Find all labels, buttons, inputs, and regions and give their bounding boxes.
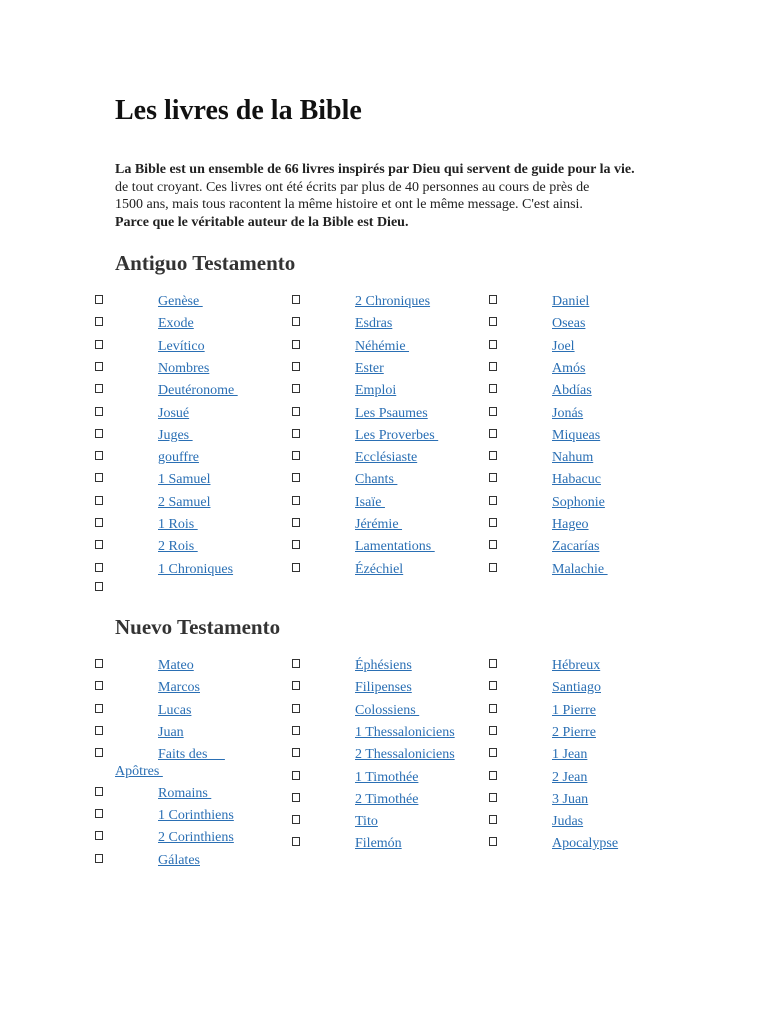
book-list-item — [292, 790, 487, 810]
checkbox-icon — [95, 809, 103, 818]
checkbox-icon — [292, 748, 300, 757]
book-link-deuteronome[interactable]: Deutéronome — [158, 383, 238, 398]
book-link-juan[interactable]: Juan — [158, 725, 184, 740]
checkbox-icon — [95, 704, 103, 713]
checkbox-icon — [292, 726, 300, 735]
book-list-item — [489, 834, 684, 854]
book-link-zacarias[interactable]: Zacarías — [552, 539, 600, 554]
book-list-item — [292, 359, 487, 379]
book-list-item — [489, 493, 684, 513]
book-list-item — [95, 359, 290, 379]
book-link-hageo[interactable]: Hageo — [552, 517, 589, 532]
book-list-item — [95, 537, 290, 557]
checkbox-icon — [95, 831, 103, 840]
book-link-lucas[interactable]: Lucas — [158, 703, 192, 718]
checkbox-icon — [292, 496, 300, 505]
book-link-les-psaumes[interactable]: Les Psaumes — [355, 406, 428, 421]
checkbox-icon — [95, 681, 103, 690]
book-list-item — [292, 493, 487, 513]
checkbox-icon — [489, 496, 497, 505]
checkbox-icon — [292, 384, 300, 393]
book-link-filipenses[interactable]: Filipenses — [355, 680, 412, 695]
book-link-colossiens[interactable]: Colossiens — [355, 703, 420, 718]
book-link-santiago[interactable]: Santiago — [552, 680, 601, 695]
empty-checkbox-icon — [95, 582, 103, 591]
checkbox-icon — [489, 451, 497, 460]
book-list-item — [489, 745, 684, 765]
book-link-1-chroniques[interactable]: 1 Chroniques — [158, 562, 234, 577]
book-link-jeremie[interactable]: Jérémie — [355, 517, 403, 532]
checkbox-icon — [95, 429, 103, 438]
book-list-item — [292, 470, 487, 490]
checkbox-icon — [292, 362, 300, 371]
book-list-item — [489, 678, 684, 698]
book-list-item — [95, 723, 290, 743]
checkbox-icon — [489, 473, 497, 482]
book-list-item — [95, 828, 290, 848]
checkbox-icon — [489, 563, 497, 572]
book-link-sophonie[interactable]: Sophonie — [552, 495, 605, 510]
book-link-1-corinthiens[interactable]: 1 Corinthiens — [158, 808, 234, 823]
checkbox-icon — [95, 473, 103, 482]
book-list-item — [489, 656, 684, 676]
book-link-1-rois[interactable]: 1 Rois — [158, 517, 198, 532]
book-list-item — [292, 448, 487, 468]
book-link-gouffre[interactable]: gouffre — [158, 450, 199, 465]
book-link-2-chroniques[interactable]: 2 Chroniques — [355, 294, 431, 309]
book-link-ester[interactable]: Ester — [355, 361, 384, 376]
book-list-item — [292, 678, 487, 698]
book-list-item — [292, 656, 487, 676]
book-link-exode[interactable]: Exode — [158, 316, 194, 331]
book-link-3-juan[interactable]: 3 Juan — [552, 792, 589, 807]
book-list-item — [489, 537, 684, 557]
book-link-abdias[interactable]: Abdías — [552, 383, 592, 398]
book-list-item — [95, 851, 290, 871]
book-link-les-proverbes[interactable]: Les Proverbes — [355, 428, 439, 443]
book-link-oseas[interactable]: Oseas — [552, 316, 586, 331]
book-link-2-samuel[interactable]: 2 Samuel — [158, 495, 211, 510]
book-list-item — [292, 292, 487, 312]
book-link-1-pierre[interactable]: 1 Pierre — [552, 703, 596, 718]
intro-line-2: de tout croyant. Ces livres ont été écrits par plus de 40 personnes au cours de près de — [115, 179, 590, 195]
book-list-item — [489, 426, 684, 446]
checkbox-icon — [292, 429, 300, 438]
book-link-hebreux[interactable]: Hébreux — [552, 658, 601, 673]
checkbox-icon — [489, 429, 497, 438]
book-list-item — [489, 448, 684, 468]
book-link-jonas[interactable]: Jonás — [552, 406, 584, 421]
checkbox-icon — [95, 317, 103, 326]
book-list-item — [292, 723, 487, 743]
checkbox-icon — [489, 295, 497, 304]
book-link-esdras[interactable]: Esdras — [355, 316, 393, 331]
checkbox-icon — [292, 659, 300, 668]
book-list-item — [489, 723, 684, 743]
checkbox-icon — [489, 726, 497, 735]
book-list-item — [95, 784, 290, 804]
book-list-item — [292, 701, 487, 721]
book-list-item — [489, 560, 684, 580]
checkbox-icon — [489, 362, 497, 371]
book-link-mateo[interactable]: Mateo — [158, 658, 194, 673]
book-link-josue[interactable]: Josué — [158, 406, 190, 421]
book-link-2-thessaloniciens[interactable]: 2 Thessaloniciens — [355, 747, 455, 762]
checkbox-icon — [95, 496, 103, 505]
book-list-item — [489, 768, 684, 788]
checkbox-icon — [489, 317, 497, 326]
book-link-1-thessaloniciens[interactable]: 1 Thessaloniciens — [355, 725, 455, 740]
book-list-item — [489, 359, 684, 379]
book-link-romains[interactable]: Romains — [158, 786, 212, 801]
book-link-1-timothee[interactable]: 1 Timothée — [355, 770, 419, 785]
book-link-filemon[interactable]: Filemón — [355, 836, 402, 851]
book-link-juges[interactable]: Juges — [158, 428, 193, 443]
checkbox-icon — [489, 704, 497, 713]
book-link-2-jean[interactable]: 2 Jean — [552, 770, 588, 785]
checkbox-icon — [95, 451, 103, 460]
checkbox-icon — [489, 771, 497, 780]
book-list-item — [489, 292, 684, 312]
checkbox-icon — [292, 451, 300, 460]
checkbox-icon — [489, 681, 497, 690]
book-link-nahum[interactable]: Nahum — [552, 450, 594, 465]
checkbox-icon — [489, 540, 497, 549]
book-link-joel[interactable]: Joel — [552, 339, 575, 354]
book-link-miqueas[interactable]: Miqueas — [552, 428, 601, 443]
book-link-marcos[interactable]: Marcos — [158, 680, 200, 695]
checkbox-icon — [292, 681, 300, 690]
book-list-item — [292, 812, 487, 832]
checkbox-icon — [95, 854, 103, 863]
book-list-item — [489, 701, 684, 721]
book-list-item — [95, 292, 290, 312]
book-link-2-pierre[interactable]: 2 Pierre — [552, 725, 596, 740]
old-testament-heading: Antiguo Testamento — [115, 251, 296, 275]
book-list-item — [95, 678, 290, 698]
book-link-habacuc[interactable]: Habacuc — [552, 472, 601, 487]
book-link-malachie[interactable]: Malachie — [552, 562, 608, 577]
checkbox-icon — [489, 793, 497, 802]
intro-paragraph — [115, 161, 735, 231]
checkbox-icon — [292, 407, 300, 416]
book-list-item — [292, 537, 487, 557]
book-list-item — [489, 381, 684, 401]
checkbox-icon — [489, 748, 497, 757]
book-list-item — [489, 812, 684, 832]
book-link-amos[interactable]: Amós — [552, 361, 586, 376]
book-link-levitico[interactable]: Levítico — [158, 339, 205, 354]
book-list-item — [292, 834, 487, 854]
book-list-item — [292, 560, 487, 580]
book-link-2-rois[interactable]: 2 Rois — [158, 539, 198, 554]
checkbox-icon — [95, 295, 103, 304]
book-link-nombres[interactable]: Nombres — [158, 361, 210, 376]
checkbox-icon — [95, 407, 103, 416]
checkbox-icon — [292, 793, 300, 802]
book-list-item — [95, 493, 290, 513]
book-list-item — [489, 790, 684, 810]
checkbox-icon — [292, 473, 300, 482]
book-link-ecclesiaste[interactable]: Ecclésiaste — [355, 450, 418, 465]
checkbox-icon — [489, 815, 497, 824]
book-list-item — [489, 337, 684, 357]
checkbox-icon — [292, 563, 300, 572]
book-list-item — [95, 515, 290, 535]
checkbox-icon — [292, 295, 300, 304]
checkbox-icon — [292, 815, 300, 824]
book-list-item — [489, 404, 684, 424]
book-list-item — [489, 314, 684, 334]
book-list-item — [95, 470, 290, 490]
page-title: Les livres de la Bible — [115, 95, 362, 126]
new-testament-heading: Nuevo Testamento — [115, 615, 281, 639]
checkbox-icon — [292, 518, 300, 527]
book-link-1-jean[interactable]: 1 Jean — [552, 747, 588, 762]
checkbox-icon — [292, 704, 300, 713]
book-list-item — [292, 337, 487, 357]
book-list-item — [489, 470, 684, 490]
book-list-item — [292, 515, 487, 535]
book-list-item — [292, 426, 487, 446]
book-link-apocalypse[interactable]: Apocalypse — [552, 836, 619, 851]
checkbox-icon — [489, 518, 497, 527]
book-list-item — [292, 314, 487, 334]
checkbox-icon — [95, 384, 103, 393]
intro-line-1: La Bible est un ensemble de 66 livres inspirés par Dieu qui servent de guide pour la vie. — [115, 162, 635, 177]
book-link-faits-des[interactable]: Faits des — [158, 747, 225, 762]
checkbox-icon — [95, 748, 103, 757]
checkbox-icon — [292, 317, 300, 326]
checkbox-icon — [95, 340, 103, 349]
book-list-item — [95, 560, 290, 580]
book-list-item — [489, 515, 684, 535]
book-list-item — [292, 768, 487, 788]
intro-line-3: 1500 ans, mais tous racontent la même histoire et ont le même message. C'est ainsi. — [115, 197, 583, 212]
book-list-item — [292, 381, 487, 401]
book-list-item — [95, 806, 290, 826]
book-list-item — [95, 314, 290, 334]
book-list-item — [95, 448, 290, 468]
book-list-item — [95, 701, 290, 721]
checkbox-icon — [95, 540, 103, 549]
book-list-item — [95, 745, 290, 779]
checkbox-icon — [95, 563, 103, 572]
book-link-judas[interactable]: Judas — [552, 814, 584, 829]
checkbox-icon — [95, 362, 103, 371]
checkbox-icon — [489, 659, 497, 668]
book-link-1-samuel[interactable]: 1 Samuel — [158, 472, 211, 487]
book-link-tito[interactable]: Tito — [355, 814, 378, 829]
book-link-chants[interactable]: Chants — [355, 472, 398, 487]
book-list-item — [95, 381, 290, 401]
book-link-continuation[interactable]: Apôtres — [115, 764, 163, 779]
checkbox-icon — [95, 726, 103, 735]
book-link-emploi[interactable]: Emploi — [355, 383, 397, 398]
checkbox-icon — [489, 837, 497, 846]
checkbox-icon — [489, 407, 497, 416]
book-link-lamentations[interactable]: Lamentations — [355, 539, 435, 554]
book-list-item — [95, 404, 290, 424]
book-list-item — [292, 745, 487, 765]
book-link-ephesiens[interactable]: Éphésiens — [355, 658, 412, 673]
checkbox-icon — [292, 540, 300, 549]
book-list-item — [292, 404, 487, 424]
book-list-item — [95, 337, 290, 357]
book-link-2-timothee[interactable]: 2 Timothée — [355, 792, 419, 807]
checkbox-icon — [292, 340, 300, 349]
checkbox-icon — [292, 837, 300, 846]
book-link-genese[interactable]: Genèse — [158, 294, 203, 309]
book-list-item — [95, 426, 290, 446]
book-list-item — [95, 656, 290, 676]
book-link-ezechiel[interactable]: Ézéchiel — [355, 562, 404, 577]
checkbox-icon — [95, 787, 103, 796]
checkbox-icon — [95, 518, 103, 527]
checkbox-icon — [489, 340, 497, 349]
checkbox-icon — [489, 384, 497, 393]
book-link-nehemie[interactable]: Néhémie — [355, 339, 410, 354]
intro-line-4: Parce que le véritable auteur de la Bible est Dieu. — [115, 214, 409, 230]
book-link-daniel[interactable]: Daniel — [552, 294, 590, 309]
checkbox-icon — [95, 659, 103, 668]
book-link-galates[interactable]: Gálates — [158, 853, 200, 868]
book-link-2-corinthiens[interactable]: 2 Corinthiens — [158, 830, 234, 845]
book-link-isaie[interactable]: Isaïe — [355, 495, 385, 510]
checkbox-icon — [292, 771, 300, 780]
